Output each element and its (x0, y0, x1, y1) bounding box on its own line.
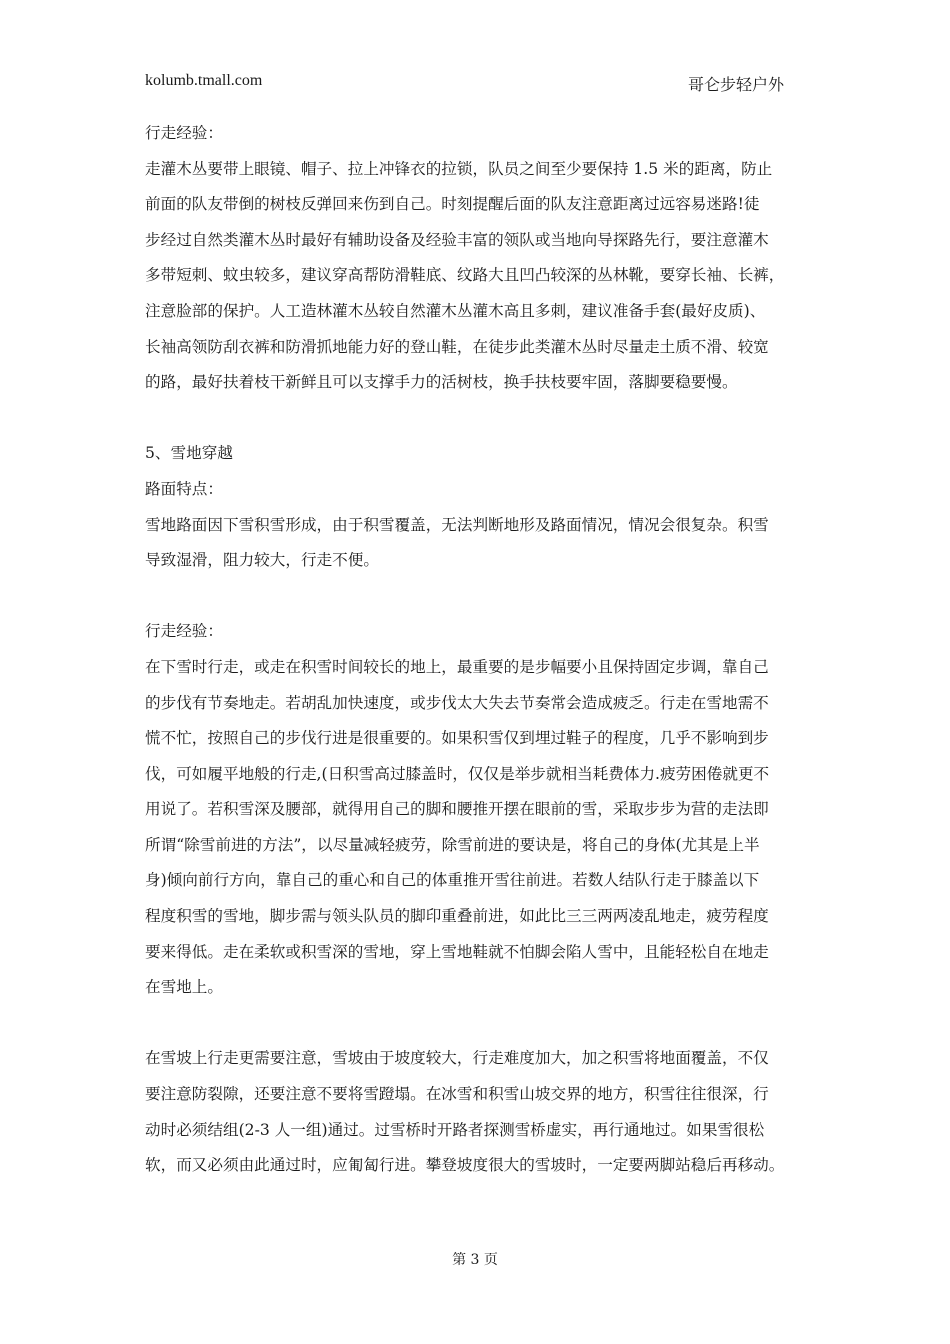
paragraph-line: 身)倾向前行方向，靠自己的重心和自己的体重推开雪往前进。若数人结队行走于膝盖以下 (145, 871, 760, 890)
paragraph-line: 在下雪时行走，或走在积雪时间较长的地上，最重要的是步幅要小且保持固定步调，靠自己 (145, 657, 769, 676)
paragraph-line: 要注意防裂隙，还要注意不要将雪蹬塌。在冰雪和积雪山坡交界的地方，积雪往往很深，行 (145, 1085, 769, 1104)
paragraph-line: 前面的队友带倒的树枝反弹回来伤到自己。时刻提醒后面的队友注意距离过远容易迷路!徒 (145, 195, 760, 214)
paragraph-line: 的步伐有节奏地走。若胡乱加快速度，或步伐太大失去节奏常会造成疲乏。行走在雪地需不 (145, 693, 769, 712)
page-number: 第 3 页 (452, 1252, 498, 1268)
paragraph-line: 导致湿滑，阻力较大，行走不便。 (145, 551, 379, 570)
paragraph-line: 注意脸部的保护。人工造林灌木丛较自然灌木丛灌木高且多刺，建议准备手套(最好皮质)、 (145, 301, 766, 320)
paragraph-line: 走灌木丛要带上眼镜、帽子、拉上冲锋衣的拉锁，队员之间至少要保持 1.5 米的距离，防止 (145, 159, 773, 178)
header-site: kolumb.tmall.com (145, 72, 263, 89)
paragraph-line: 在雪地上。 (145, 978, 223, 997)
section-heading-snow: 5、雪地穿越 (145, 444, 233, 463)
paragraph-line: 多带短刺、蚊虫较多，建议穿高帮防滑鞋底、纹路大且凹凸较深的丛林靴，要穿长袖、长裤， (145, 266, 785, 285)
paragraph-line: 长袖高领防刮衣裤和防滑抓地能力好的登山鞋，在徒步此类灌木丛时尽量走土质不滑、较宽 (145, 337, 769, 356)
paragraph-line: 动时必须结组(2-3 人一组)通过。过雪桥时开路者探测雪桥虚实，再行通地过。如果雪很松 (145, 1120, 765, 1139)
paragraph-line: 慌不忙，按照自己的步伐行进是很重要的。如果积雪仅到埋过鞋子的程度，几乎不影响到步 (145, 729, 769, 748)
paragraph-line: 步经过自然类灌木丛时最好有辅助设备及经验丰富的领队或当地向导探路先行，要注意灌木 (145, 230, 769, 249)
body-text (145, 116, 810, 1184)
paragraph-line: 程度积雪的雪地，脚步需与领头队员的脚印重叠前进，如此比三三两两凌乱地走，疲劳程度 (145, 907, 769, 926)
paragraph-line: 在雪坡上行走更需要注意，雪坡由于坡度较大，行走难度加大，加之积雪将地面覆盖，不仅 (145, 1049, 769, 1068)
header-brand: 哥仑步轻户外 (688, 75, 785, 94)
paragraph-line: 伐，可如履平地般的行走,(日积雪高过膝盖时，仅仅是举步就相当耗费体力.疲劳困倦就更不 (145, 764, 770, 783)
paragraph-line: 所谓“除雪前进的方法”，以尽量减轻疲劳，除雪前进的要诀是，将自己的身体(尤其是上半 (145, 835, 760, 854)
paragraph-line: 要来得低。走在柔软或积雪深的雪地，穿上雪地鞋就不怕脚会陷人雪中，且能轻松自在地走 (145, 942, 769, 961)
subheading-road-features: 路面特点： (145, 479, 223, 498)
paragraph-line: 雪地路面因下雪积雪形成，由于积雪覆盖，无法判断地形及路面情况，情况会很复杂。积雪 (145, 515, 769, 534)
subheading-walking-experience: 行走经验： (145, 124, 223, 142)
paragraph-line: 用说了。若积雪深及腰部，就得用自己的脚和腰推开摆在眼前的雪，采取步步为营的走法即 (145, 800, 769, 819)
subheading-walking-experience: 行走经验： (145, 622, 223, 641)
paragraph-line: 软，而又必须由此通过时，应匍匐行进。攀登坡度很大的雪坡时，一定要两脚站稳后再移动。 (145, 1156, 785, 1175)
paragraph-line: 的路，最好扶着枝干新鲜且可以支撑手力的活树枝，换手扶枝要牢固，落脚要稳要慢。 (145, 373, 738, 392)
